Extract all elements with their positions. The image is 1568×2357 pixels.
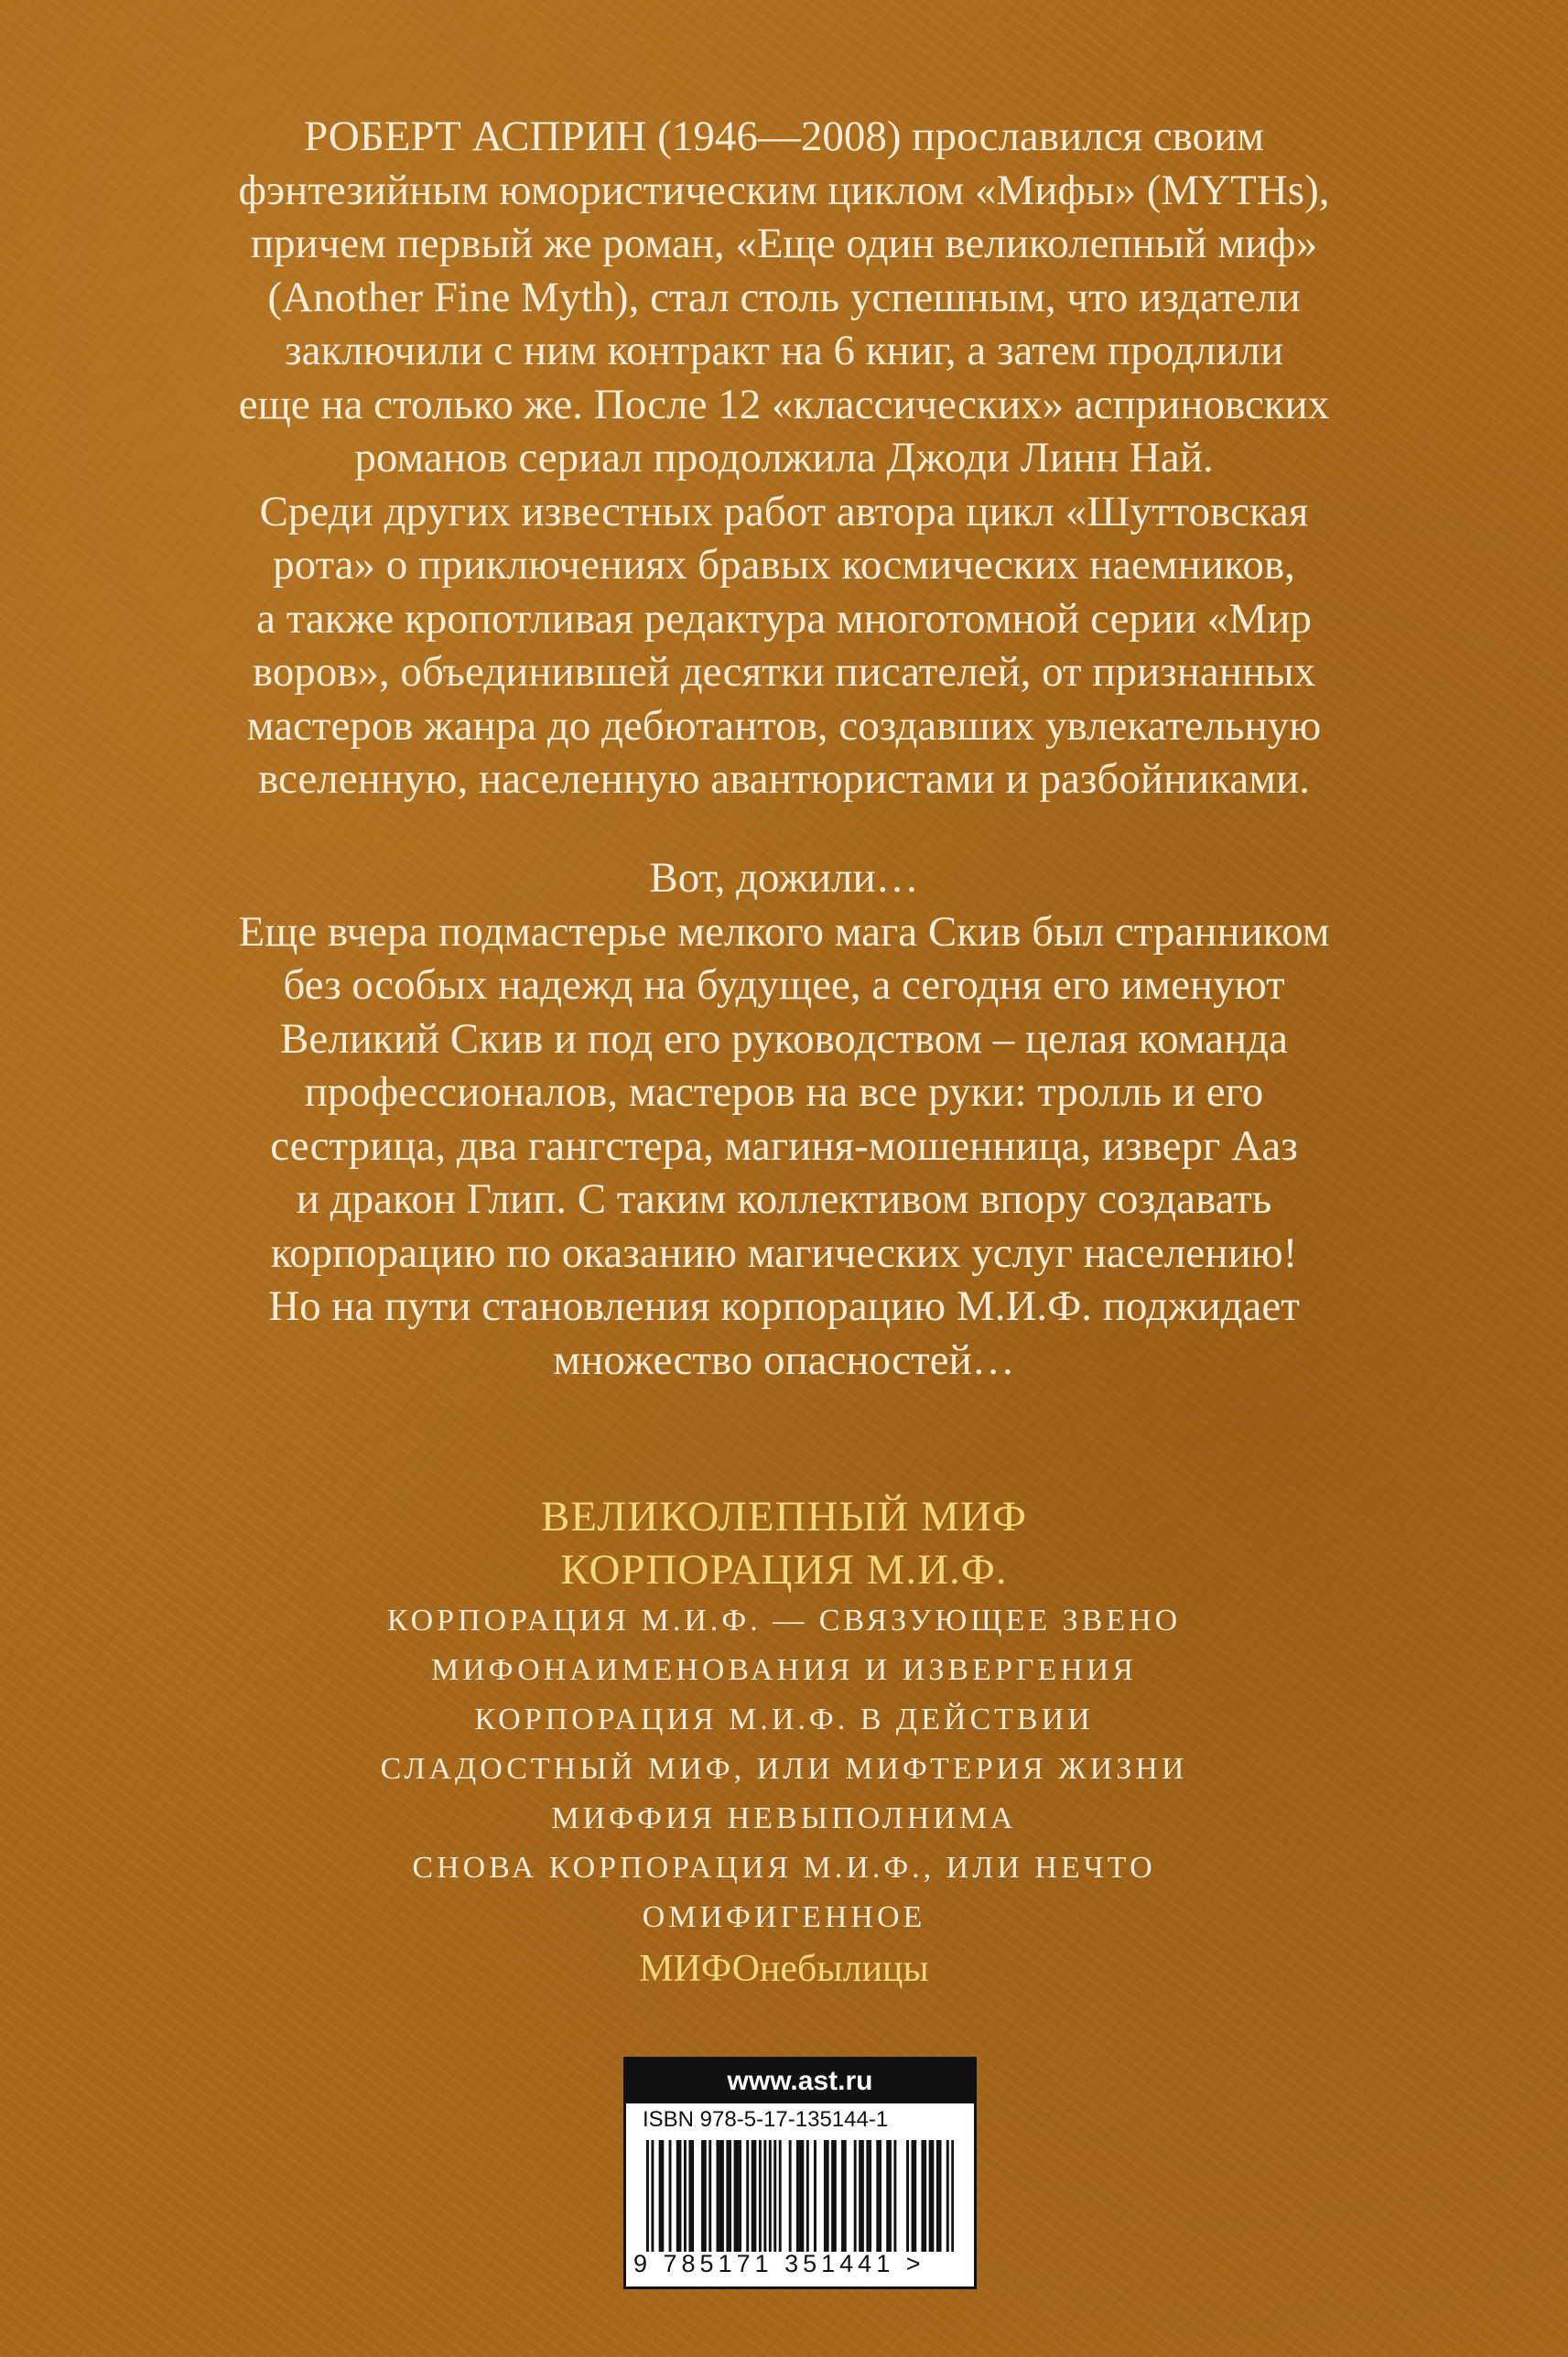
barcode-bar [752, 2140, 754, 2252]
barcode-bar [939, 2140, 942, 2252]
barcode-bar [921, 2140, 924, 2252]
barcode-bar [912, 2140, 914, 2252]
barcode-bar [726, 2140, 729, 2252]
barcode-bar [763, 2140, 766, 2252]
barcode-bar [719, 2140, 721, 2252]
bio-line: мастеров жанра до дебютантов, создавших увлекательную [246, 701, 1322, 750]
barcode-bar [854, 2140, 857, 2252]
isbn-number: ISBN 978-5-17-135144-1 [643, 2107, 889, 2132]
included-titles-list [156, 1490, 1412, 1995]
barcode-bar [893, 2140, 896, 2252]
barcode-bar [861, 2140, 864, 2252]
barcode-bar [746, 2140, 749, 2252]
included-title-last: МИФОнебылицы [639, 1948, 929, 1990]
barcode-bar [646, 2140, 649, 2252]
barcode-bar [679, 2140, 682, 2252]
barcode-bar [716, 2140, 719, 2252]
blurb-line: Вот, дожили… [649, 854, 919, 902]
isbn-barcode-block [623, 2057, 977, 2289]
barcode-bar [704, 2140, 707, 2252]
barcode-bar [866, 2140, 869, 2252]
barcode-bar [906, 2140, 909, 2252]
barcode-bar [827, 2140, 829, 2252]
barcode-bar [886, 2140, 889, 2252]
blurb-line: Еще вчера подмастерье мелкого мага Скив был странником [238, 907, 1330, 956]
barcode-bar [946, 2140, 949, 2252]
included-title-main: ВЕЛИКОЛЕПНЫЙ МИФ [540, 1493, 1028, 1541]
bio-line: причем первый же роман, «Еще один великолепный миф» [250, 220, 1318, 267]
barcode-bar [929, 2140, 932, 2252]
bio-line: Среди других известных работ автора цикл «Шуттовская [259, 487, 1309, 535]
barcode-bar [721, 2140, 724, 2252]
blurb-line: Великий Скив и под его руководством – целая команда [280, 1014, 1288, 1063]
barcode-bar [799, 2140, 802, 2252]
included-title: СЛАДОСТНЫЙ МИФ, ИЛИ МИФТЕРИЯ ЖИЗНИ [380, 1752, 1188, 1786]
barcode-bar [789, 2140, 792, 2252]
barcode-bar [736, 2140, 739, 2252]
included-title: МИФОНАИМЕНОВАНИЯ И ИЗВЕРГЕНИЯ [431, 1653, 1137, 1687]
barcode-bar [734, 2140, 737, 2252]
blurb-line: профессионалов, мастеров на все руки: тролль и его [304, 1068, 1264, 1116]
barcode-bar [889, 2140, 892, 2252]
barcode-bar [814, 2140, 816, 2252]
barcode-bar [936, 2140, 939, 2252]
blurb-line: корпорацию по оказанию магических услуг населению! [270, 1228, 1298, 1277]
barcode-bar [796, 2140, 799, 2252]
barcode-bar [708, 2140, 711, 2252]
bio-line: заключили с ним контракт на 6 книг, а затем продлили [285, 327, 1283, 374]
barcode-bar [824, 2140, 827, 2252]
included-title: СНОВА КОРПОРАЦИЯ М.И.Ф., ИЛИ НЕЧТО [412, 1851, 1156, 1885]
publisher-website: www.ast.ru [626, 2060, 974, 2103]
barcode-bar [759, 2140, 762, 2252]
included-title: МИФФИЯ НЕВЫПОЛНИМА [551, 1801, 1017, 1835]
blurb-line: без особых надежд на будущее, а сегодня его именуют [283, 961, 1285, 1009]
barcode-bar [924, 2140, 926, 2252]
barcode-bar [684, 2140, 687, 2252]
bio-line: воров», объединившей десятки писателей, от признанных [252, 648, 1316, 696]
included-title: ОМИФИГЕННОЕ [642, 1900, 926, 1934]
blurb-line: множество опасностей… [553, 1335, 1015, 1384]
barcode-bar [701, 2140, 704, 2252]
barcode-bar [688, 2140, 691, 2252]
bio-line: РОБЕРТ АСПРИН (1946—2008) прославился своим [304, 113, 1264, 160]
author-bio [156, 110, 1412, 806]
book-blurb [156, 851, 1412, 1387]
barcode-digits: 9 785171 351441 > [633, 2250, 925, 2277]
barcode-bar [669, 2140, 672, 2252]
barcode-bars [646, 2140, 954, 2252]
barcode-bar [879, 2140, 881, 2252]
barcode-bar [651, 2140, 654, 2252]
barcode-bar [914, 2140, 916, 2252]
barcode-bar [691, 2140, 694, 2252]
barcode-bar [773, 2140, 776, 2252]
bio-line: фэнтезийным юмористическим циклом «Мифы» (MYTHs), [238, 166, 1330, 214]
barcode-bar [801, 2140, 804, 2252]
barcode-bar [951, 2140, 954, 2252]
barcode-bar [876, 2140, 879, 2252]
barcode-bar [779, 2140, 782, 2252]
blurb-line: Но на пути становления корпорацию М.И.Ф. поджидает [268, 1282, 1300, 1330]
bio-line: рота» о приключениях бравых космических наемников, [273, 541, 1295, 589]
barcode-bar [729, 2140, 731, 2252]
bio-line: романов сериал продолжила Джоди Линн Най. [354, 434, 1214, 481]
barcode-bar [931, 2140, 934, 2252]
barcode-bar [831, 2140, 834, 2252]
barcode-bar [834, 2140, 837, 2252]
barcode-bar [806, 2140, 809, 2252]
barcode-bar [869, 2140, 871, 2252]
bio-line: (Another Fine Myth), стал столь успешным, что издатели [267, 273, 1301, 321]
bio-line: а также кропотливая редактура многотомной серии «Мир [256, 594, 1312, 643]
barcode-bar [739, 2140, 741, 2252]
blurb-line: и дракон Глип. С таким коллективом впору создавать [296, 1175, 1272, 1223]
barcode-bar [676, 2140, 679, 2252]
barcode-bar [859, 2140, 861, 2252]
included-title: КОРПОРАЦИЯ М.И.Ф. — СВЯЗУЮЩЕЕ ЗВЕНО [386, 1604, 1182, 1638]
included-title: КОРПОРАЦИЯ М.И.Ф. В ДЕЙСТВИИ [474, 1703, 1094, 1736]
barcode-bar [753, 2140, 756, 2252]
barcode-bar [661, 2140, 664, 2252]
barcode-bar [841, 2140, 844, 2252]
barcode-bar [769, 2140, 772, 2252]
barcode-bar [659, 2140, 662, 2252]
included-title-main: КОРПОРАЦИЯ М.И.Ф. [560, 1546, 1008, 1594]
blurb-line: сестрица, два гангстера, магиня-мошенница, изверг Ааз [270, 1121, 1298, 1170]
barcode-bar [844, 2140, 847, 2252]
bio-line: вселенную, населенную авантюристами и разбойниками. [258, 755, 1310, 803]
bio-line: еще на столько же. После 12 «классических» асприновских [238, 380, 1330, 428]
